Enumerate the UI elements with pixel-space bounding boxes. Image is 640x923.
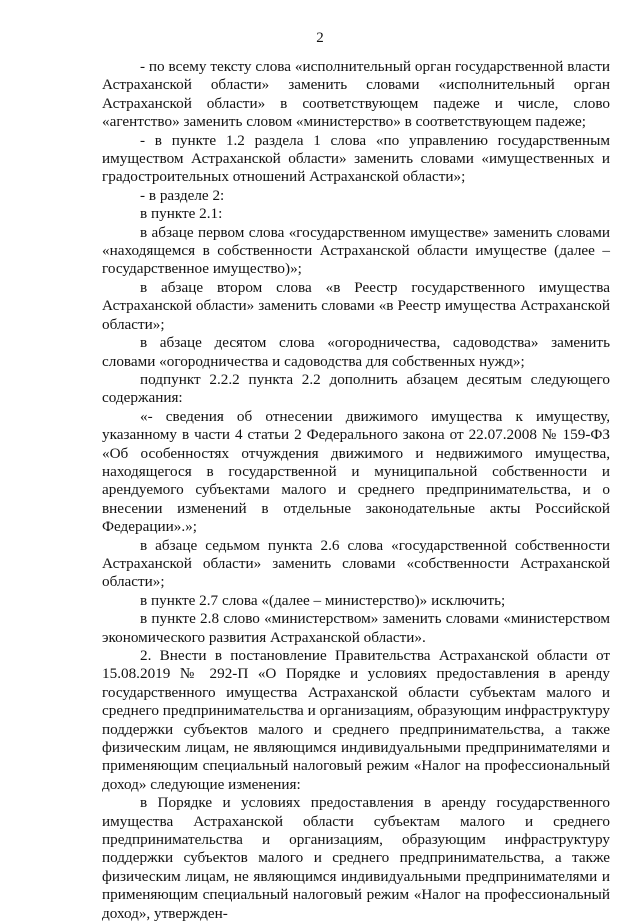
paragraph: - в пункте 1.2 раздела 1 слова «по управлению государственным имуществом Астраханской области» заменить словами «имущественных и градостроительных отношений Астраханской области»; bbox=[102, 131, 610, 186]
paragraph: в Порядке и условиях предоставления в аренду государственного имущества Астраханской области субъектам малого и среднего предпринимательства и организациям, образующим инфраструктуру поддержки субъектов малого и среднего предпринимательства, а также физическим лицам, не являющимся индивидуальными предпринимателями и применяющим специальный налоговый режим «Налог на профессиональный доход», утвержден- bbox=[102, 794, 610, 922]
paragraph: в пункте 2.7 слова «(далее – министерство)» исключить; bbox=[140, 591, 506, 609]
paragraph: «- сведения об отнесении движимого имущества к имуществу, указанному в части 4 статьи 2 Федерального закона от 22.07.2008 № 159-ФЗ «Об особенностях отчуждения движимого и недвижимого имущества, находящегося в государственной и муниципальной собственности и арендуемого субъектами малого и среднего предпринимательства, и о внесении изменений в отдельные законодательные акты Российской Федерации».»; bbox=[102, 407, 610, 536]
paragraph: в абзаце первом слова «государственном имуществе» заменить словами «находящемся в собственности Астраханской области имуществе (далее – государственное имущество)»; bbox=[102, 223, 610, 278]
document-body bbox=[102, 58, 610, 923]
paragraph: в абзаце десятом слова «огородничества, садоводства» заменить словами «огородничества и садоводства для собственных нужд»; bbox=[102, 334, 610, 370]
paragraph: - в разделе 2: bbox=[140, 186, 225, 204]
paragraph: в пункте 2.8 слово «министерством» заменить словами «министерством экономического развития Астраханской области». bbox=[102, 610, 610, 646]
paragraph: в пункте 2.1: bbox=[140, 205, 223, 223]
paragraph: подпункт 2.2.2 пункта 2.2 дополнить абзацем десятым следующего содержания: bbox=[102, 370, 610, 407]
paragraph: в абзаце втором слова «в Реестр государственного имущества Астраханской области» заменить словами «в Реестр имущества Астраханской области»; bbox=[102, 278, 610, 333]
paragraph: - по всему тексту слова «исполнительный орган государственной власти Астраханской области» заменить словами «исполнительный орган Астраханской области» в соответствующем падеже и числе, слово «агентство» заменить словом «министерство» в соответствующем падеже; bbox=[102, 58, 610, 131]
paragraph: 2. Внести в постановление Правительства Астраханской области от 15.08.2019 № 292-П «О Порядке и условиях предоставления в аренду государственного имущества Астраханской области субъектам малого и среднего предпринимательства и организациям, образующим инфраструктуру поддержки субъектов малого и среднего предпринимательства, а также физическим лицам, не являющимся индивидуальными предпринимателями и применяющим специальный налоговый режим «Налог на профессиональный доход» следующие изменения: bbox=[102, 647, 610, 793]
page-number: 2 bbox=[316, 30, 324, 46]
paragraph: в абзаце седьмом пункта 2.6 слова «государственной собственности Астраханской области» заменить словами «собственности Астраханской области»; bbox=[102, 536, 610, 591]
